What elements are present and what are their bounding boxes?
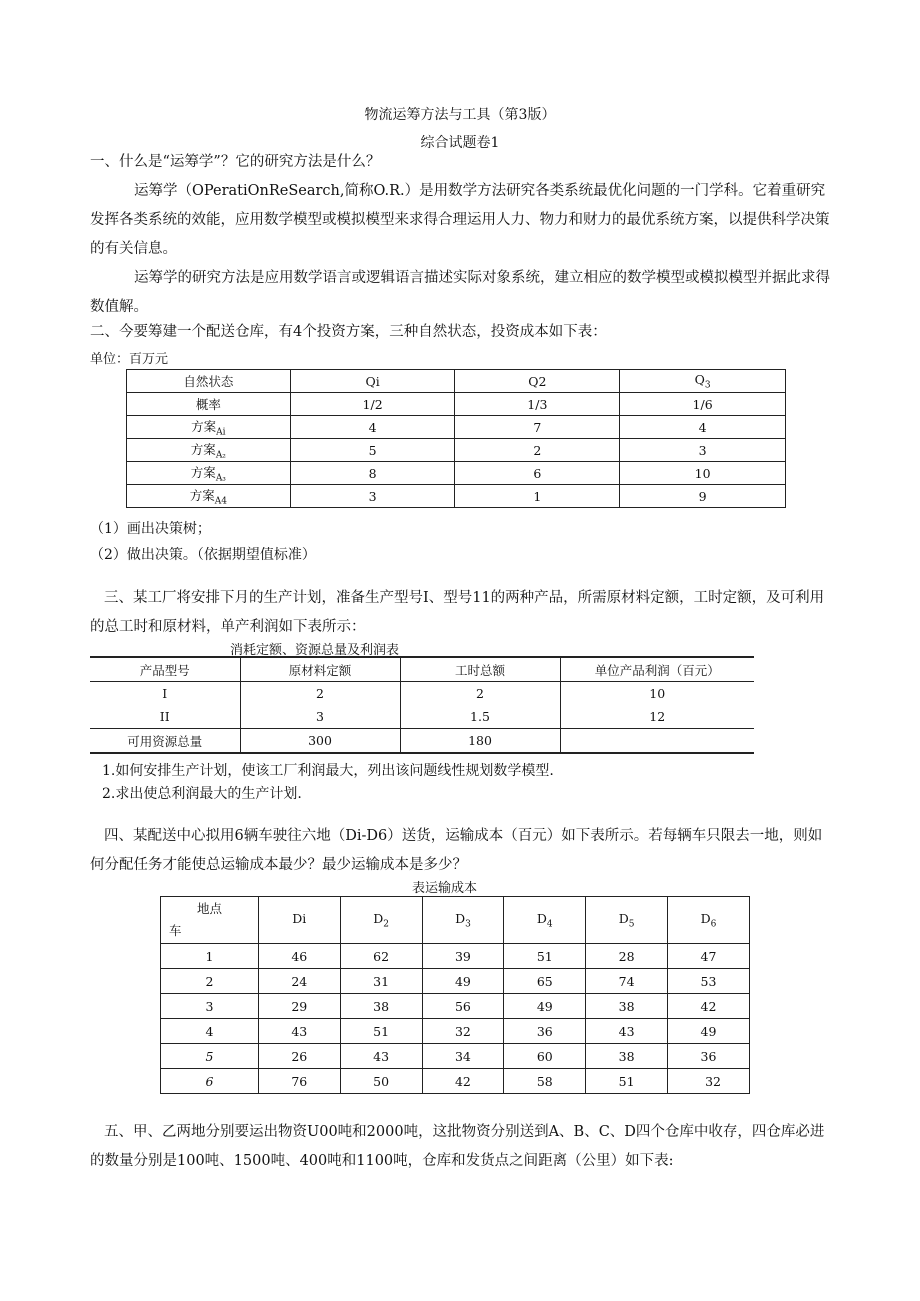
table-cell: 8 bbox=[290, 462, 455, 485]
row-label: 3 bbox=[161, 994, 259, 1019]
table-cell: 32 bbox=[668, 1069, 750, 1094]
table-cell: 49 bbox=[422, 969, 504, 994]
row-label: 5 bbox=[161, 1044, 259, 1069]
corner-bottom-label: 车 bbox=[169, 923, 182, 938]
table-cell: 74 bbox=[586, 969, 668, 994]
table-cell: 38 bbox=[340, 994, 422, 1019]
table-cell: 58 bbox=[504, 1069, 586, 1094]
table-cell: 42 bbox=[668, 994, 750, 1019]
row-label: I bbox=[90, 682, 240, 706]
table-cell: 32 bbox=[422, 1019, 504, 1044]
table-cell: 36 bbox=[504, 1019, 586, 1044]
header-cell: $D_5$ bbox=[586, 897, 668, 944]
q2-sub2: （2）做出决策。（依据期望值标准） bbox=[90, 547, 316, 563]
table-cell: 50 bbox=[340, 1069, 422, 1094]
table-cell: 10 bbox=[620, 462, 786, 485]
table-row bbox=[161, 1069, 750, 1094]
q2-question: 二、今要筹建一个配送仓库，有4个投资方案，三种自然状态，投资成本如下表： bbox=[90, 324, 607, 340]
header-cell: Q2 bbox=[455, 370, 620, 393]
row-label: 可用资源总量 bbox=[90, 729, 240, 754]
table-header-row bbox=[90, 657, 754, 682]
table-cell: 51 bbox=[340, 1019, 422, 1044]
header-cell: $D_2$ bbox=[340, 897, 422, 944]
table-row bbox=[90, 705, 754, 729]
table-row bbox=[127, 439, 786, 462]
table-row bbox=[90, 682, 754, 706]
table-cell: 43 bbox=[340, 1044, 422, 1069]
table-cell: 1.5 bbox=[400, 705, 560, 729]
q3-caption: 消耗定额、资源总量及利润表 bbox=[230, 643, 400, 658]
table-cell: 65 bbox=[504, 969, 586, 994]
header-cell: 单位产品利润（百元） bbox=[560, 657, 754, 682]
row-label: 方案$_{Ai}$ bbox=[127, 416, 291, 439]
table-cell: 31 bbox=[340, 969, 422, 994]
header-cell: 原材料定额 bbox=[240, 657, 400, 682]
table-header-row bbox=[127, 370, 786, 393]
table-cell: 7 bbox=[455, 416, 620, 439]
table-row bbox=[90, 729, 754, 754]
table-row bbox=[161, 1019, 750, 1044]
table-cell: 1/6 bbox=[620, 393, 786, 416]
table-cell: 28 bbox=[586, 944, 668, 969]
q2-sub1: （1）画出决策树； bbox=[90, 521, 211, 537]
table-cell: 2 bbox=[455, 439, 620, 462]
corner-cell bbox=[161, 897, 259, 944]
row-label: 2 bbox=[161, 969, 259, 994]
q3-sub2: 2.求出使总利润最大的生产计划. bbox=[102, 786, 302, 802]
table-row bbox=[127, 485, 786, 508]
table-cell: 9 bbox=[620, 485, 786, 508]
document-subtitle: 综合试题卷1 bbox=[420, 135, 500, 151]
q4-question: 四、某配送中心拟用6辆车驶往六地（Di-D6）送货，运输成本（百元）如下表所示。若每辆车只限去一地，则如何分配任务才能使总运输成本最少？最少运输成本是多少？ bbox=[90, 828, 823, 873]
q1-answer-p2: 运筹学的研究方法是应用数学语言或逻辑语言描述实际对象系统，建立相应的数学模型或模拟模型并据此求得数值解。 bbox=[90, 270, 830, 315]
table-cell: 3 bbox=[620, 439, 786, 462]
table-cell: 3 bbox=[240, 705, 400, 729]
table-header-row bbox=[161, 897, 750, 944]
table-cell: 49 bbox=[504, 994, 586, 1019]
row-label: 方案$_{A_3}$ bbox=[127, 462, 291, 485]
q1-question: 一、什么是“运筹学”？它的研究方法是什么？ bbox=[90, 154, 381, 170]
table-cell: 36 bbox=[668, 1044, 750, 1069]
table-cell: 53 bbox=[668, 969, 750, 994]
row-label: 4 bbox=[161, 1019, 259, 1044]
q3-sub1: 1.如何安排生产计划，使该工厂利润最大，列出该问题线性规划数学模型. bbox=[102, 763, 554, 779]
header-cell: 工时总额 bbox=[400, 657, 560, 682]
q2-unit: 单位：百万元 bbox=[90, 352, 169, 367]
table-cell: 5 bbox=[290, 439, 455, 462]
table-cell: 51 bbox=[586, 1069, 668, 1094]
row-label: II bbox=[90, 705, 240, 729]
table-row bbox=[161, 1044, 750, 1069]
table-cell: 1 bbox=[455, 485, 620, 508]
table-cell: 6 bbox=[455, 462, 620, 485]
table-cell: 26 bbox=[258, 1044, 340, 1069]
row-label: 概率 bbox=[127, 393, 291, 416]
header-cell: $D_3$ bbox=[422, 897, 504, 944]
investment-table bbox=[126, 369, 786, 508]
table-cell: 29 bbox=[258, 994, 340, 1019]
table-cell: 51 bbox=[504, 944, 586, 969]
header-cell: $D_6$ bbox=[668, 897, 750, 944]
document-title: 物流运筹方法与工具（第3版） bbox=[364, 107, 556, 123]
table-cell: 49 bbox=[668, 1019, 750, 1044]
header-cell: $Q_3$ bbox=[620, 370, 786, 393]
header-cell: Qi bbox=[290, 370, 455, 393]
q5-question: 五、甲、乙两地分别要运出物资U00吨和2000吨，这批物资分别送到A、B、C、D四个仓库中收存，四仓库必进的数量分别是100吨、1500吨、400吨和1100吨，仓库和发货点之间距离（公里）如下表: bbox=[90, 1124, 825, 1169]
table-cell: 3 bbox=[290, 485, 455, 508]
header-cell: 自然状态 bbox=[127, 370, 291, 393]
table-cell bbox=[560, 729, 754, 754]
row-label: 方案$_{A4}$ bbox=[127, 485, 291, 508]
table-cell: 4 bbox=[620, 416, 786, 439]
table-cell: 1/2 bbox=[290, 393, 455, 416]
table-row bbox=[161, 944, 750, 969]
table-cell: 24 bbox=[258, 969, 340, 994]
table-row bbox=[161, 994, 750, 1019]
row-label: 6 bbox=[161, 1069, 259, 1094]
table-cell: 46 bbox=[258, 944, 340, 969]
table-cell: 76 bbox=[258, 1069, 340, 1094]
table-row bbox=[127, 393, 786, 416]
table-cell: 43 bbox=[586, 1019, 668, 1044]
row-label: 1 bbox=[161, 944, 259, 969]
corner-top-label: 地点 bbox=[197, 901, 223, 916]
header-cell: Di bbox=[258, 897, 340, 944]
table-cell: 4 bbox=[290, 416, 455, 439]
production-table bbox=[90, 656, 754, 754]
header-cell: 产品型号 bbox=[90, 657, 240, 682]
table-cell: 43 bbox=[258, 1019, 340, 1044]
table-cell: 38 bbox=[586, 1044, 668, 1069]
table-cell: 62 bbox=[340, 944, 422, 969]
table-cell: 180 bbox=[400, 729, 560, 754]
table-cell: 39 bbox=[422, 944, 504, 969]
table-cell: 42 bbox=[422, 1069, 504, 1094]
row-label: 方案$_{A_2}$ bbox=[127, 439, 291, 462]
table-row bbox=[127, 416, 786, 439]
q1-block bbox=[90, 148, 830, 322]
table-cell: 1/3 bbox=[455, 393, 620, 416]
table-cell: 300 bbox=[240, 729, 400, 754]
transport-cost-table bbox=[160, 896, 750, 1094]
q1-answer-p1: 运筹学（OPeratiOnReSearch,简称O.R.）是用数学方法研究各类系统最优化问题的一门学科。它着重研究发挥各类系统的效能，应用数学模型或模拟模型来求得合理运用人力、物力和财力的最优系统方案，以提供科学决策的有关信息。 bbox=[90, 183, 830, 257]
header-cell: $D_4$ bbox=[504, 897, 586, 944]
table-row bbox=[127, 462, 786, 485]
table-cell: 10 bbox=[649, 686, 666, 701]
table-cell: 34 bbox=[422, 1044, 504, 1069]
table-cell: 2 bbox=[240, 682, 400, 706]
table-cell: 2 bbox=[400, 682, 560, 706]
table-row bbox=[161, 969, 750, 994]
table-cell: 47 bbox=[668, 944, 750, 969]
table-cell: 38 bbox=[586, 994, 668, 1019]
table-cell: 12 bbox=[649, 709, 666, 724]
q3-question: 三、某工厂将安排下月的生产计划，准备生产型号I、型号11的两种产品，所需原材料定额，工时定额，及可利用的总工时和原材料，单产利润如下表所示： bbox=[90, 590, 825, 635]
q4-caption: 表运输成本 bbox=[412, 881, 478, 896]
table-cell: 60 bbox=[504, 1044, 586, 1069]
table-cell: 56 bbox=[422, 994, 504, 1019]
